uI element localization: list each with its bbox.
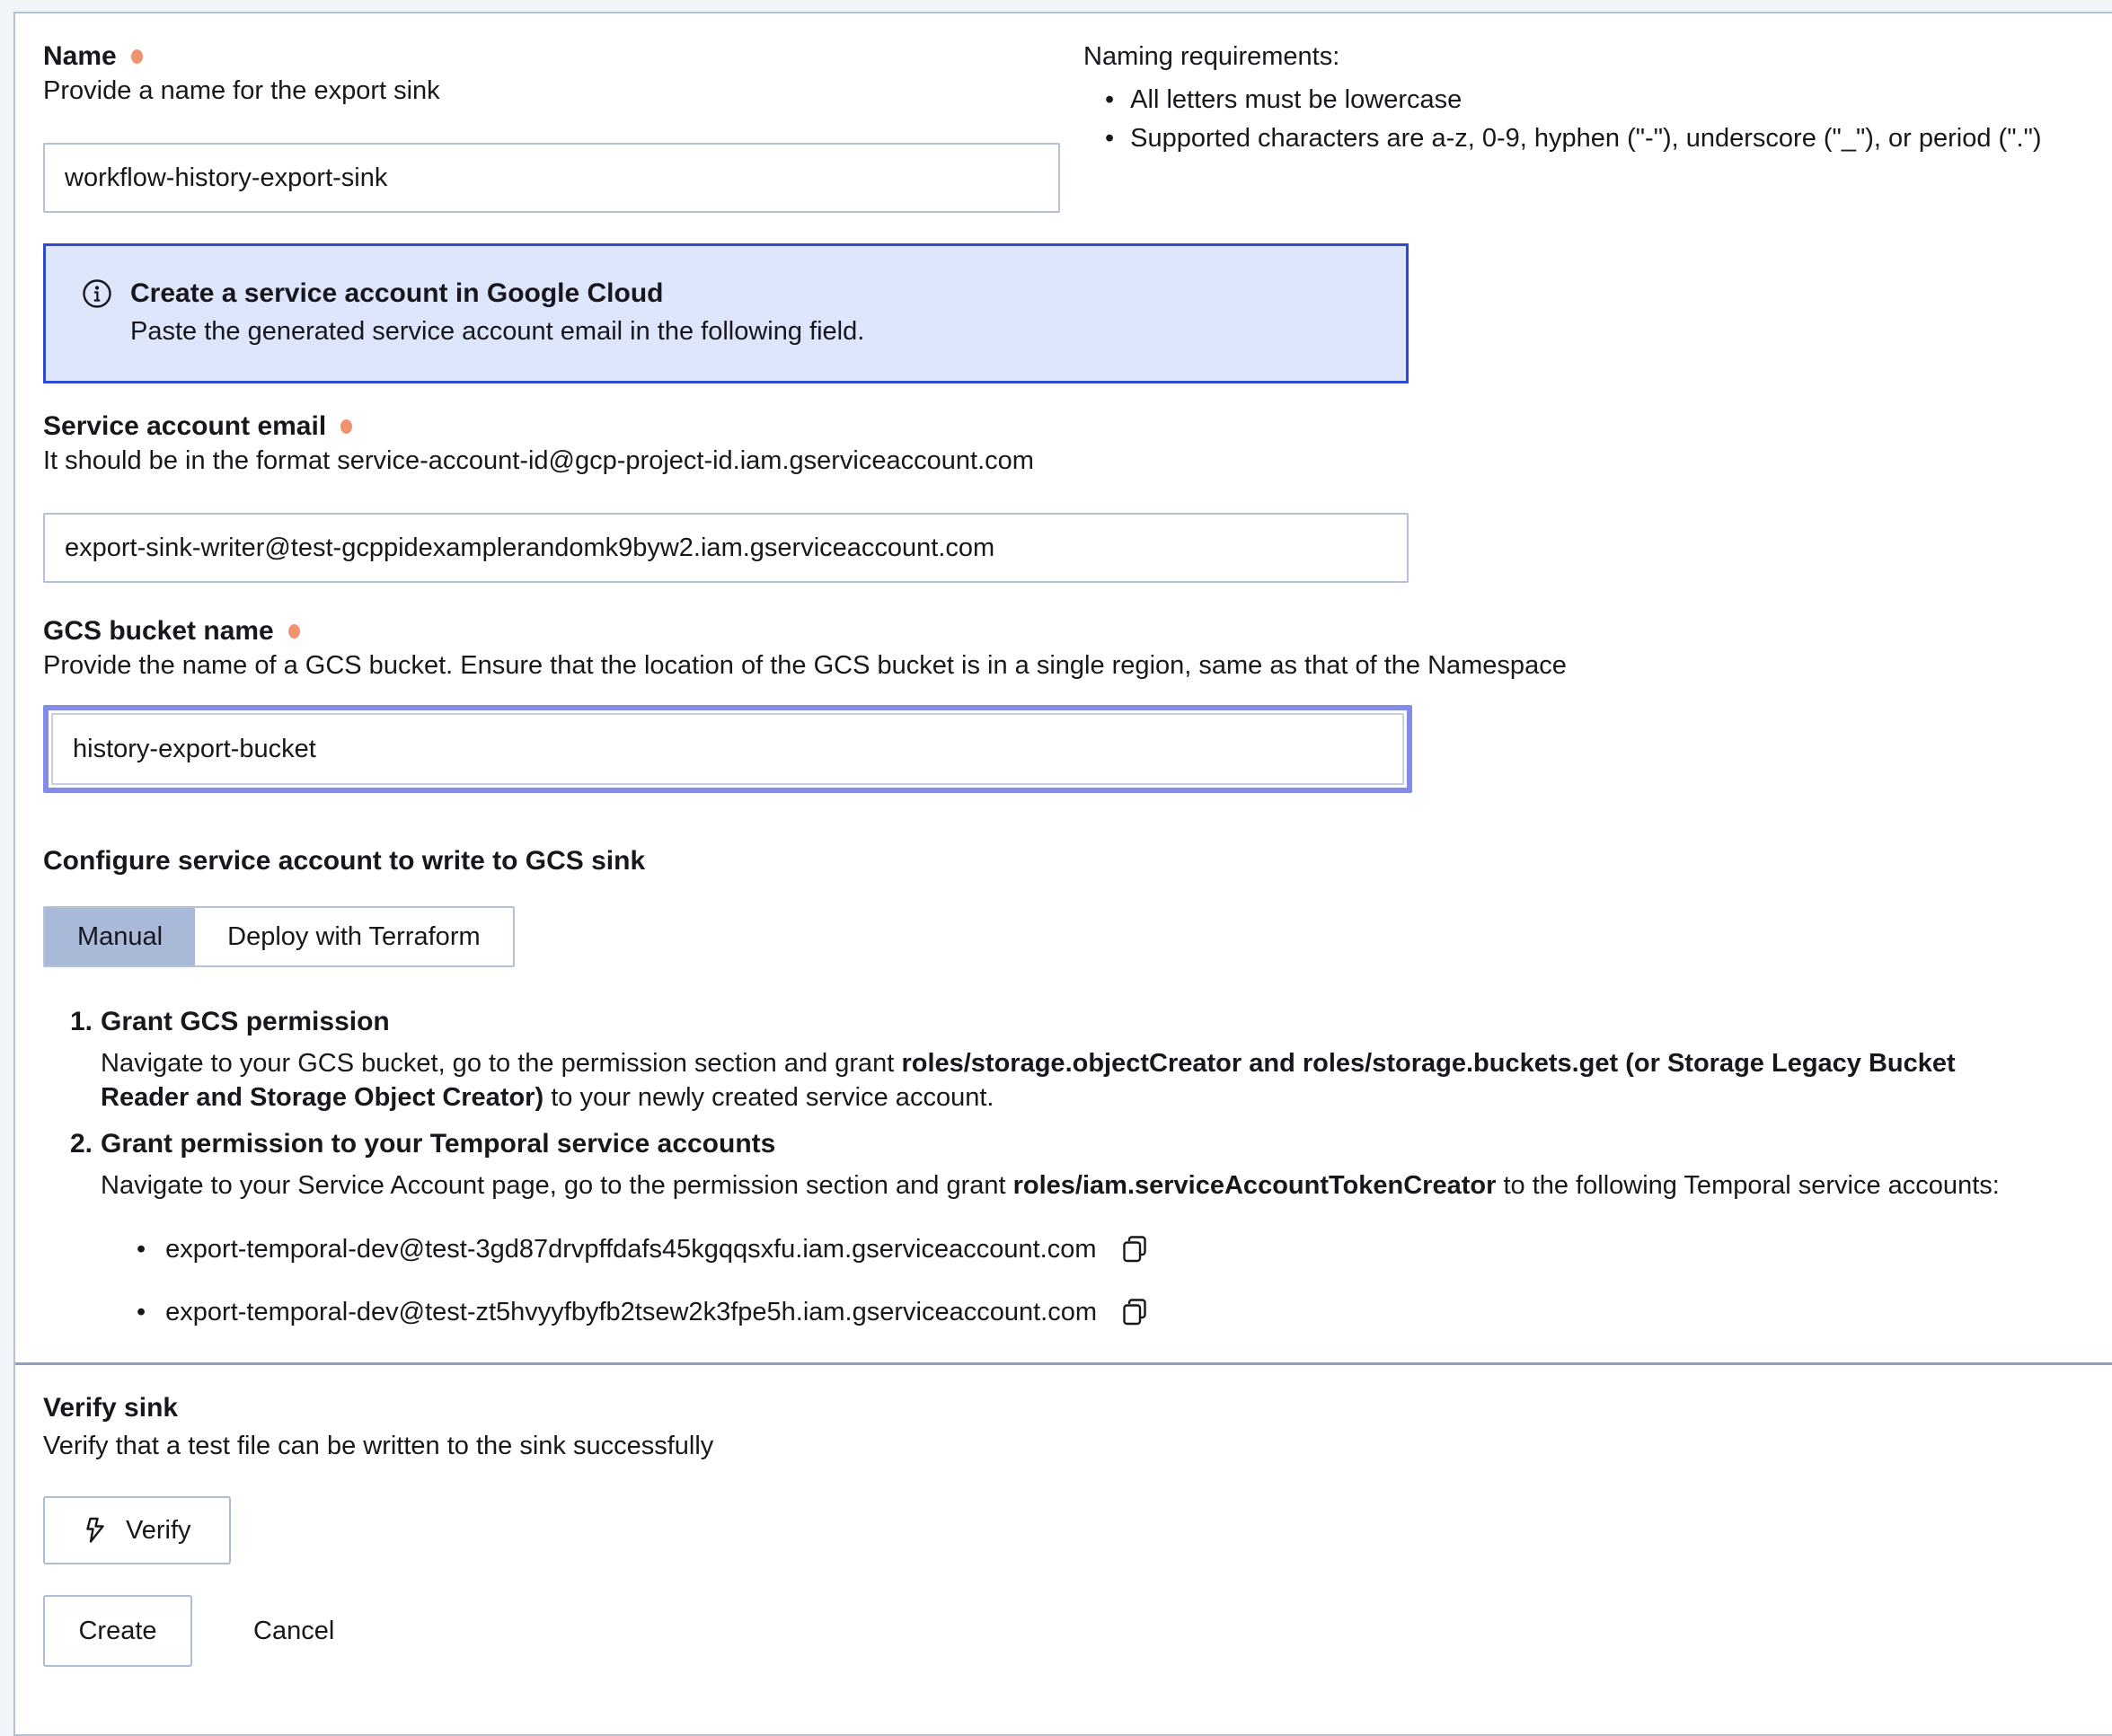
service-account-label-row — [43, 410, 2069, 443]
name-and-requirements-row — [15, 13, 2112, 213]
bucket-description: Provide the name of a GCS bucket. Ensure that the location of the GCS bucket is in a single region, same as that of the Namespace — [43, 651, 1567, 680]
copy-button[interactable] — [1120, 1297, 1149, 1327]
bucket-label: GCS bucket name — [43, 616, 274, 646]
naming-requirements — [1083, 40, 2069, 154]
naming-requirements-title: Naming requirements: — [1083, 42, 1340, 71]
name-field-block — [43, 40, 1060, 213]
required-dot-icon — [288, 624, 300, 639]
create-button-label: Create — [78, 1616, 157, 1645]
temporal-service-account-list — [43, 1233, 2069, 1328]
banner-description: Paste the generated service account email in the following field. — [130, 317, 865, 346]
list-item — [43, 1233, 2069, 1265]
service-account-label: Service account email — [43, 411, 327, 441]
focused-input-ring — [43, 705, 1412, 793]
step-grant-temporal-permission — [70, 1127, 2069, 1203]
configure-section-title: Configure service account to write to GCS sink — [43, 846, 646, 876]
requirement-text: Supported characters are a-z, 0-9, hyphen ("-"), underscore ("_"), or period (".") — [1130, 124, 2042, 153]
bullet-icon: • — [1105, 124, 1115, 153]
copy-button[interactable] — [1120, 1234, 1149, 1265]
service-account-email: export-temporal-dev@test-3gd87drvpffdafs45kgqqsxfu.iam.gserviceaccount.com — [165, 1235, 1097, 1264]
required-dot-icon — [131, 49, 143, 64]
verify-sink-title: Verify sink — [43, 1393, 179, 1423]
lightning-bolt-icon — [83, 1516, 108, 1545]
requirement-text: All letters must be lowercase — [1130, 85, 1462, 114]
name-field-description: Provide a name for the export sink — [43, 76, 440, 105]
step-body: Navigate to your GCS bucket, go to the permission section and grant roles/storage.objectCreator and roles/storage.buckets.get (or Storage Legacy Bucket Reader and Storage Object Creator) to your newly created service account. — [101, 1049, 1956, 1112]
required-dot-icon — [340, 419, 352, 434]
verify-button-label: Verify — [126, 1515, 191, 1545]
gcs-bucket-name-input[interactable] — [51, 713, 1404, 785]
service-account-email: export-temporal-dev@test-zt5hvyyfbyfb2tsew2k3fpe5h.iam.gserviceaccount.com — [165, 1298, 1098, 1326]
verify-sink-description: Verify that a test file can be written to the sink successfully — [43, 1432, 714, 1460]
step-number: 2. — [70, 1129, 93, 1159]
step-body: Navigate to your Service Account page, go to the permission section and grant roles/iam.serviceAccountTokenCreator to the following Temporal service accounts: — [101, 1171, 2000, 1200]
export-sink-form-panel — [13, 12, 2112, 1736]
bucket-label-row — [43, 615, 2069, 648]
service-account-description: It should be in the format service-account-id@gcp-project-id.iam.gserviceaccount.com — [43, 446, 1034, 475]
info-banner — [43, 243, 1409, 383]
bullet-icon: • — [137, 1298, 146, 1326]
bullet-icon: • — [137, 1235, 146, 1264]
configure-tab-group — [43, 906, 515, 967]
bullet-icon: • — [1105, 85, 1115, 114]
copy-icon — [1120, 1234, 1149, 1265]
form-actions — [43, 1595, 2069, 1667]
copy-icon — [1120, 1297, 1149, 1327]
section-divider — [15, 1362, 2112, 1365]
info-icon — [82, 278, 112, 309]
create-button[interactable] — [43, 1595, 192, 1667]
step-title: Grant GCS permission — [101, 1007, 390, 1036]
sink-name-input[interactable] — [43, 143, 1060, 213]
cancel-button[interactable] — [253, 1617, 334, 1646]
step-number: 1. — [70, 1007, 93, 1036]
tab-deploy-with-terraform[interactable]: Deploy with Terraform — [227, 921, 481, 951]
verify-button[interactable] — [43, 1496, 231, 1564]
service-account-email-input[interactable] — [43, 513, 1409, 583]
banner-title: Create a service account in Google Cloud — [130, 278, 664, 308]
tab-manual[interactable]: Manual — [45, 908, 195, 965]
list-item — [1083, 124, 2069, 154]
list-item — [1083, 85, 2069, 115]
naming-requirements-list — [1083, 85, 2069, 154]
step-grant-gcs-permission — [70, 1005, 2069, 1115]
list-item — [43, 1296, 2069, 1328]
step-title: Grant permission to your Temporal service accounts — [101, 1129, 776, 1159]
cancel-button-label: Cancel — [253, 1616, 335, 1645]
name-label: Name — [43, 41, 117, 71]
manual-steps — [43, 1005, 2069, 1203]
name-field-label-row — [43, 40, 1060, 73]
